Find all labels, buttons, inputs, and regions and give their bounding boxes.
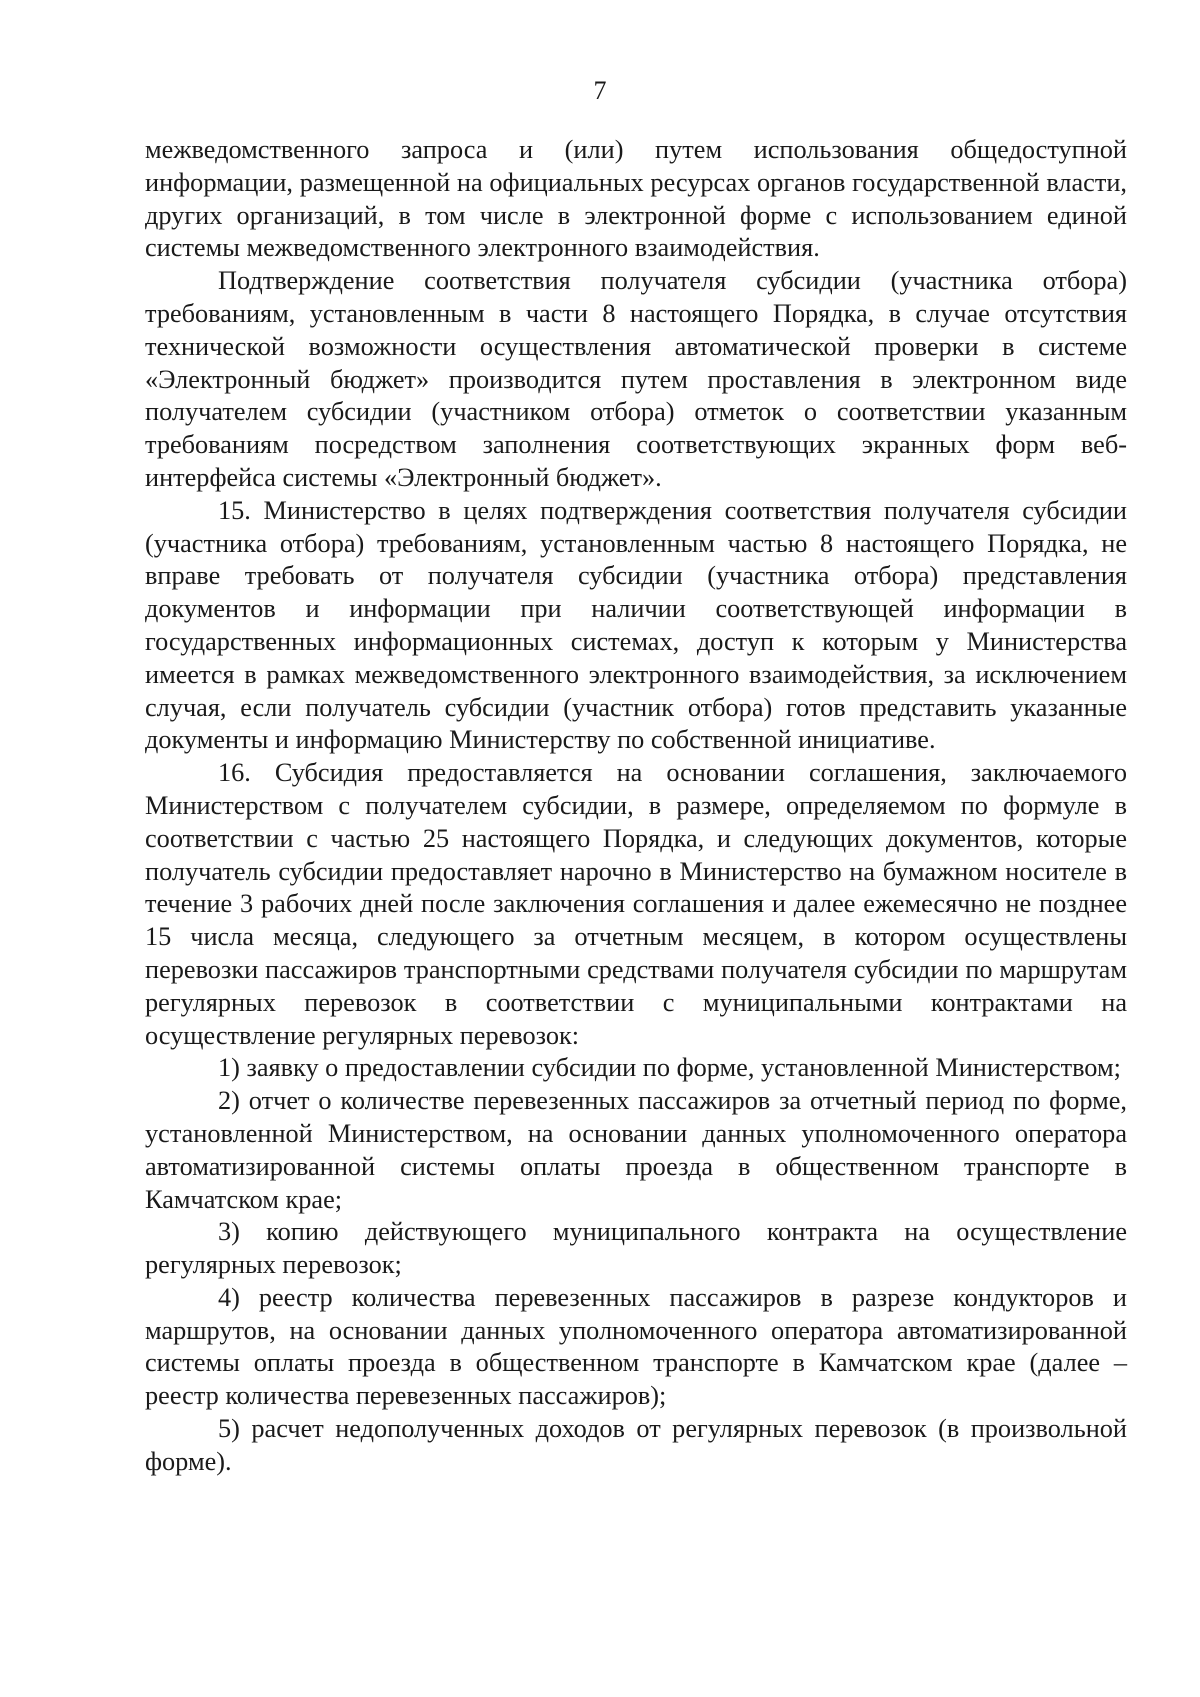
list-item-application: 1) заявку о предоставлении субсидии по форме, установленной Министерством; xyxy=(218,1053,1121,1083)
list-item-passenger-registry: 4) реестр количества перевезенных пассажиров в разрезе кондукторов и маршрутов, на основании данных уполномоченного оператора автоматизированной системы оплаты проезда в общественном транспорте в Камчатском крае (далее – реестр количества перевезенных пассажиров); xyxy=(145,1282,1127,1411)
list-item-contract-copy: 3) копию действующего муниципального контракта на осуществление регулярных перевозок; xyxy=(145,1217,1127,1280)
paragraph-clause-15: 15. Министерство в целях подтверждения соответствия получателя субсидии (участника отбора) требованиям, установленным частью 8 настоящего Порядка, не вправе требовать от получателя субсидии (участника отбора) представления документов и информации при наличии соответствующей информации в государственных информационных системах, доступ к которым у Министерства имеется в рамках межведомственного электронного взаимодействия, за исключением случая, если получатель субсидии (участник отбора) готов представить указанные документы и информацию Министерству по собственной инициативе. xyxy=(145,495,1127,755)
page-number: 7 xyxy=(593,76,607,105)
list-item-passenger-report: 2) отчет о количестве перевезенных пассажиров за отчетный период по форме, установленной Министерством, на основании данных уполномоченного оператора автоматизированной системы оплаты проезда в общественном транспорте в Камчатском крае; xyxy=(145,1086,1127,1214)
paragraph-continuation: межведомственного запроса и (или) путем использования общедоступной информации, размещенной на официальных ресурсах органов государственной власти, других организаций, в том числе в электронной форме с использованием единой системы межведомственного электронного взаимодействия. xyxy=(145,135,1127,263)
paragraph-confirmation: Подтверждение соответствия получателя субсидии (участника отбора) требованиям, установленным в части 8 настоящего Порядка, в случае отсутствия технической возможности осуществления автоматической проверки в системе «Электронный бюджет» производится путем проставления в электронном виде получателем субсидии (участником отбора) отметок о соответствии указанным требованиям посредством заполнения соответствующих экранных форм веб-интерфейса системы «Электронный бюджет». xyxy=(145,266,1127,492)
list-item-income-calculation: 5) расчет недополученных доходов от регулярных перевозок (в произвольной форме). xyxy=(145,1414,1127,1476)
document-body xyxy=(145,134,1127,1479)
paragraph-clause-16: 16. Субсидия предоставляется на основании соглашения, заключаемого Министерством с получателем субсидии, в размере, определяемом по формуле в соответствии с частью 25 настоящего Порядка, и следующих документов, которые получатель субсидии предоставляет нарочно в Министерство на бумажном носителе в течение 3 рабочих дней после заключения соглашения и далее ежемесячно не позднее 15 числа месяца, следующего за отчетным месяцем, в котором осуществлены перевозки пассажиров транспортными средствами получателя субсидии по маршрутам регулярных перевозок в соответствии с муниципальными контрактами на осуществление регулярных перевозок: xyxy=(145,758,1127,1050)
